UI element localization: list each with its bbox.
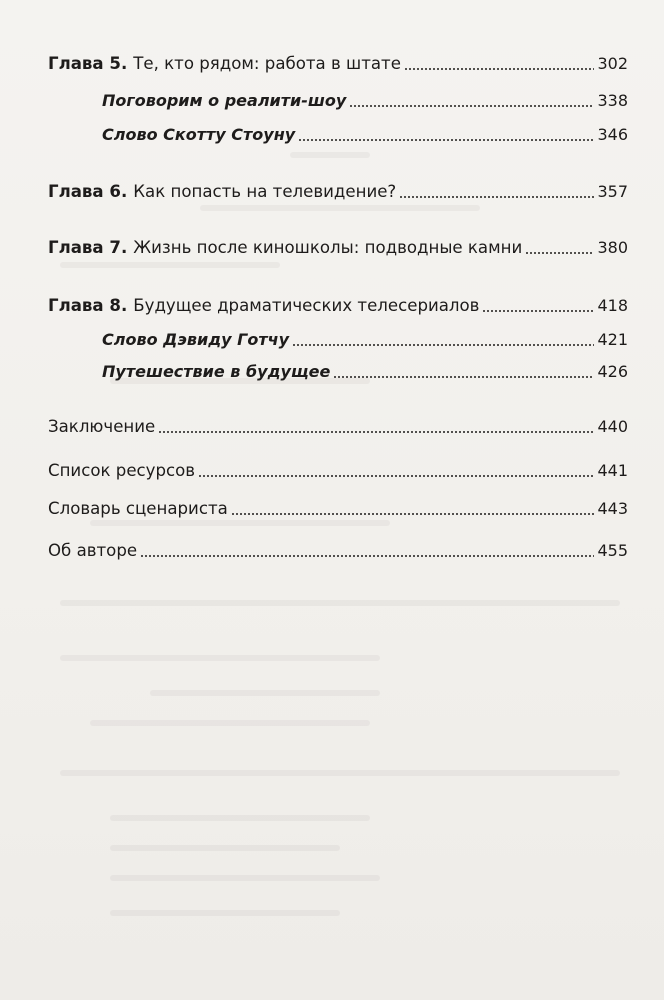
entry-title: Те, кто рядом: работа в штате xyxy=(133,54,401,73)
page-number: 418 xyxy=(597,296,628,315)
dot-leader xyxy=(404,67,595,71)
toc-entry-chapter-5 xyxy=(48,46,628,74)
chapter-label: Глава 8. xyxy=(48,296,128,315)
dot-leader xyxy=(231,512,595,516)
entry-title: Список ресурсов xyxy=(48,461,196,480)
chapter-label: Глава 7. xyxy=(48,238,128,257)
toc-entry-chapter-7 xyxy=(48,230,628,258)
page-number: 441 xyxy=(597,461,628,480)
entry-title: Слово Скотту Стоуну xyxy=(102,125,296,144)
page-number: 455 xyxy=(597,541,628,560)
entry-title: Слово Дэвиду Готчу xyxy=(102,330,290,349)
dot-leader xyxy=(292,343,594,347)
entry-title: Об авторе xyxy=(48,541,138,560)
entry-title: Будущее драматических телесериалов xyxy=(133,296,480,315)
entry-title: Словарь сценариста xyxy=(48,499,228,518)
entry-title: Жизнь после киношколы: подводные камни xyxy=(133,238,523,257)
dot-leader xyxy=(158,430,594,434)
entry-title: Поговорим о реалити-шоу xyxy=(102,91,347,110)
page-number: 357 xyxy=(597,182,628,201)
entry-title: Как попасть на телевидение? xyxy=(133,182,397,201)
chapter-label: Глава 5. xyxy=(48,54,128,73)
dot-leader xyxy=(399,195,594,199)
page-number: 426 xyxy=(597,362,628,381)
dot-leader xyxy=(298,138,594,142)
toc-entry-journey-future xyxy=(102,354,628,382)
entry-title: Заключение xyxy=(48,417,156,436)
page-number: 338 xyxy=(597,91,628,110)
toc-entry-resources xyxy=(48,453,628,481)
toc-entry-david-gotch xyxy=(102,322,628,350)
toc-entry-chapter-8 xyxy=(48,288,628,316)
dot-leader xyxy=(333,375,594,379)
toc-entry-chapter-6 xyxy=(48,174,628,202)
toc-entry-conclusion xyxy=(48,409,628,437)
dot-leader xyxy=(198,474,594,478)
page-number: 421 xyxy=(597,330,628,349)
dot-leader xyxy=(349,104,594,108)
toc-entry-scott-stone xyxy=(102,117,628,145)
dot-leader xyxy=(140,554,594,558)
page-number: 380 xyxy=(597,238,628,257)
toc-entry-reality-show xyxy=(102,83,628,111)
entry-title: Путешествие в будущее xyxy=(102,362,331,381)
page-number: 440 xyxy=(597,417,628,436)
dot-leader xyxy=(525,251,594,255)
toc-entry-about-author xyxy=(48,533,628,561)
page-number: 346 xyxy=(597,125,628,144)
toc-entry-glossary xyxy=(48,491,628,519)
chapter-label: Глава 6. xyxy=(48,182,128,201)
page-number: 302 xyxy=(597,54,628,73)
page-number: 443 xyxy=(597,499,628,518)
dot-leader xyxy=(482,309,594,313)
